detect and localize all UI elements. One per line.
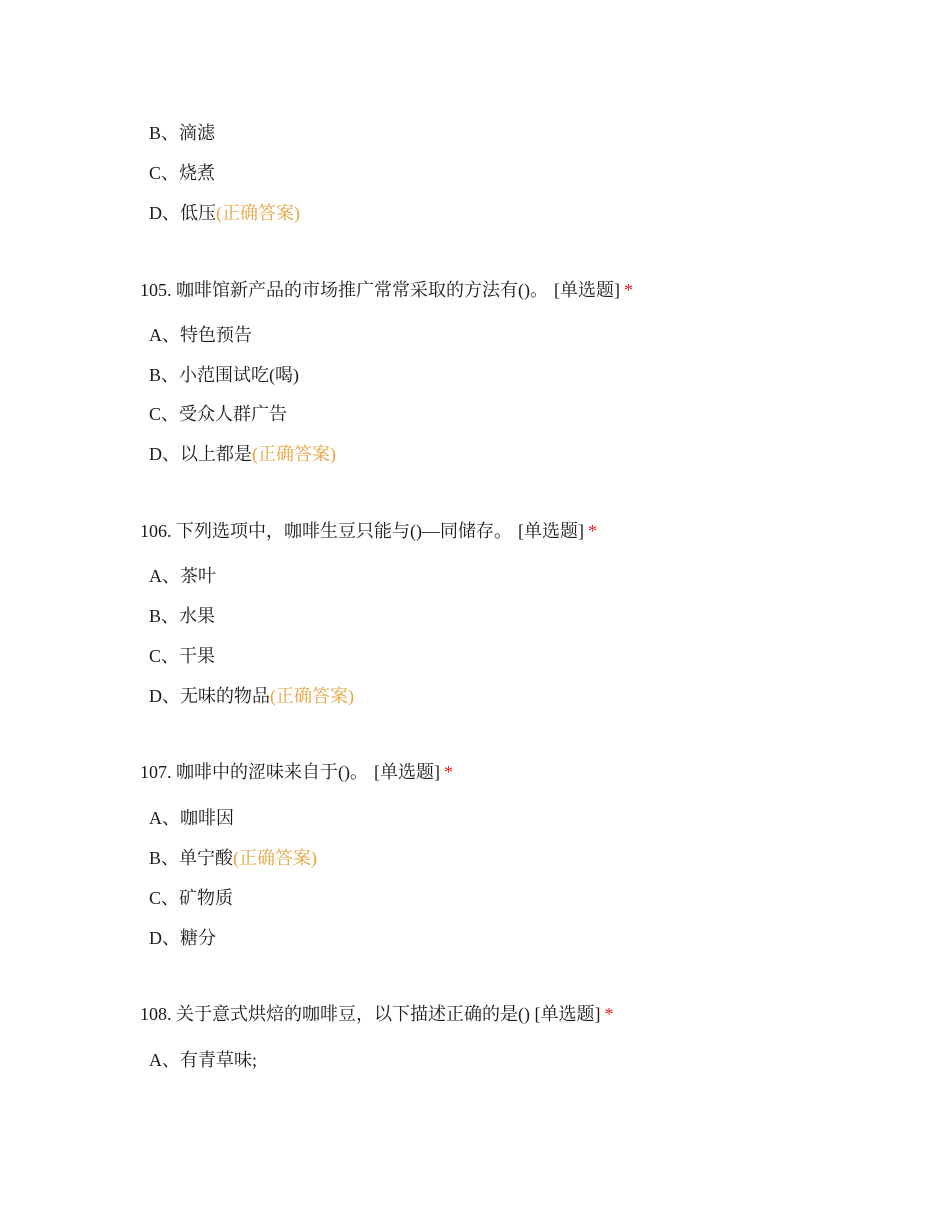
option-106-c [149, 644, 215, 668]
option-105-b [149, 363, 299, 387]
option-letter: C、 [149, 404, 180, 424]
option-text: 单宁酸 [179, 848, 234, 868]
option-text: 特色预告 [180, 325, 252, 345]
option-104-b [149, 121, 215, 145]
question-text: 下列选项中，咖啡生豆只能与()—同储存。 [176, 521, 512, 541]
option-text: 以上都是 [180, 444, 252, 464]
option-letter: C、 [149, 163, 180, 183]
correct-answer-badge: (正确答案) [233, 848, 318, 868]
question-type: [单选题] [374, 762, 440, 782]
question-title [140, 760, 453, 784]
option-106-a [149, 564, 216, 588]
option-107-c [149, 886, 233, 910]
option-105-d [149, 442, 336, 466]
option-letter: D、 [149, 203, 180, 223]
option-text: 小范围试吃(喝) [179, 365, 300, 385]
option-letter: A、 [149, 566, 180, 586]
option-letter: B、 [149, 365, 180, 385]
question-number: 107. [140, 762, 172, 782]
option-letter: A、 [149, 808, 180, 828]
question-type: [单选题] [554, 280, 620, 300]
option-104-d [149, 201, 300, 225]
option-text: 低压 [180, 203, 216, 223]
question-title [140, 1002, 614, 1026]
question-number: 106. [140, 521, 172, 541]
option-letter: D、 [149, 928, 180, 948]
question-type: [单选题] [518, 521, 584, 541]
question-type: [单选题] [534, 1004, 601, 1024]
option-letter: C、 [149, 646, 180, 666]
required-star: * [588, 521, 597, 541]
option-text: 有青草味; [180, 1050, 258, 1070]
option-104-c [149, 161, 215, 185]
option-letter: A、 [149, 325, 180, 345]
option-107-a [149, 806, 234, 830]
option-letter: B、 [149, 606, 180, 626]
question-title [140, 278, 633, 302]
option-105-a [149, 323, 252, 347]
correct-answer-badge: (正确答案) [216, 203, 300, 223]
correct-answer-badge: (正确答案) [270, 686, 354, 706]
option-108-a [149, 1048, 257, 1072]
option-text: 水果 [179, 606, 216, 626]
option-letter: C、 [149, 888, 180, 908]
question-number: 108. [140, 1004, 172, 1024]
option-letter: D、 [149, 444, 180, 464]
option-text: 无味的物品 [180, 686, 270, 706]
correct-answer-badge: (正确答案) [252, 444, 336, 464]
option-105-c [149, 402, 287, 426]
option-text: 烧煮 [179, 163, 216, 183]
required-star: * [444, 762, 453, 782]
question-text: 关于意式烘焙的咖啡豆，以下描述正确的是() [176, 1004, 530, 1024]
option-107-d [149, 926, 216, 950]
question-text: 咖啡馆新产品的市场推广常常采取的方法有()。 [176, 280, 548, 300]
option-107-b [149, 846, 317, 870]
option-text: 茶叶 [180, 566, 216, 586]
option-letter: B、 [149, 123, 180, 143]
option-106-b [149, 604, 215, 628]
required-star: * [624, 280, 633, 300]
option-letter: D、 [149, 686, 180, 706]
option-text: 受众人群广告 [179, 404, 288, 424]
option-text: 糖分 [180, 928, 216, 948]
option-letter: A、 [149, 1050, 180, 1070]
option-text: 咖啡因 [180, 808, 234, 828]
option-text: 矿物质 [179, 888, 234, 908]
option-106-d [149, 684, 354, 708]
question-number: 105. [140, 280, 172, 300]
required-star: * [604, 1004, 614, 1024]
option-text: 滴滤 [179, 123, 216, 143]
question-text: 咖啡中的涩味来自于()。 [176, 762, 368, 782]
option-text: 干果 [179, 646, 216, 666]
option-letter: B、 [149, 848, 180, 868]
question-title [140, 519, 597, 543]
